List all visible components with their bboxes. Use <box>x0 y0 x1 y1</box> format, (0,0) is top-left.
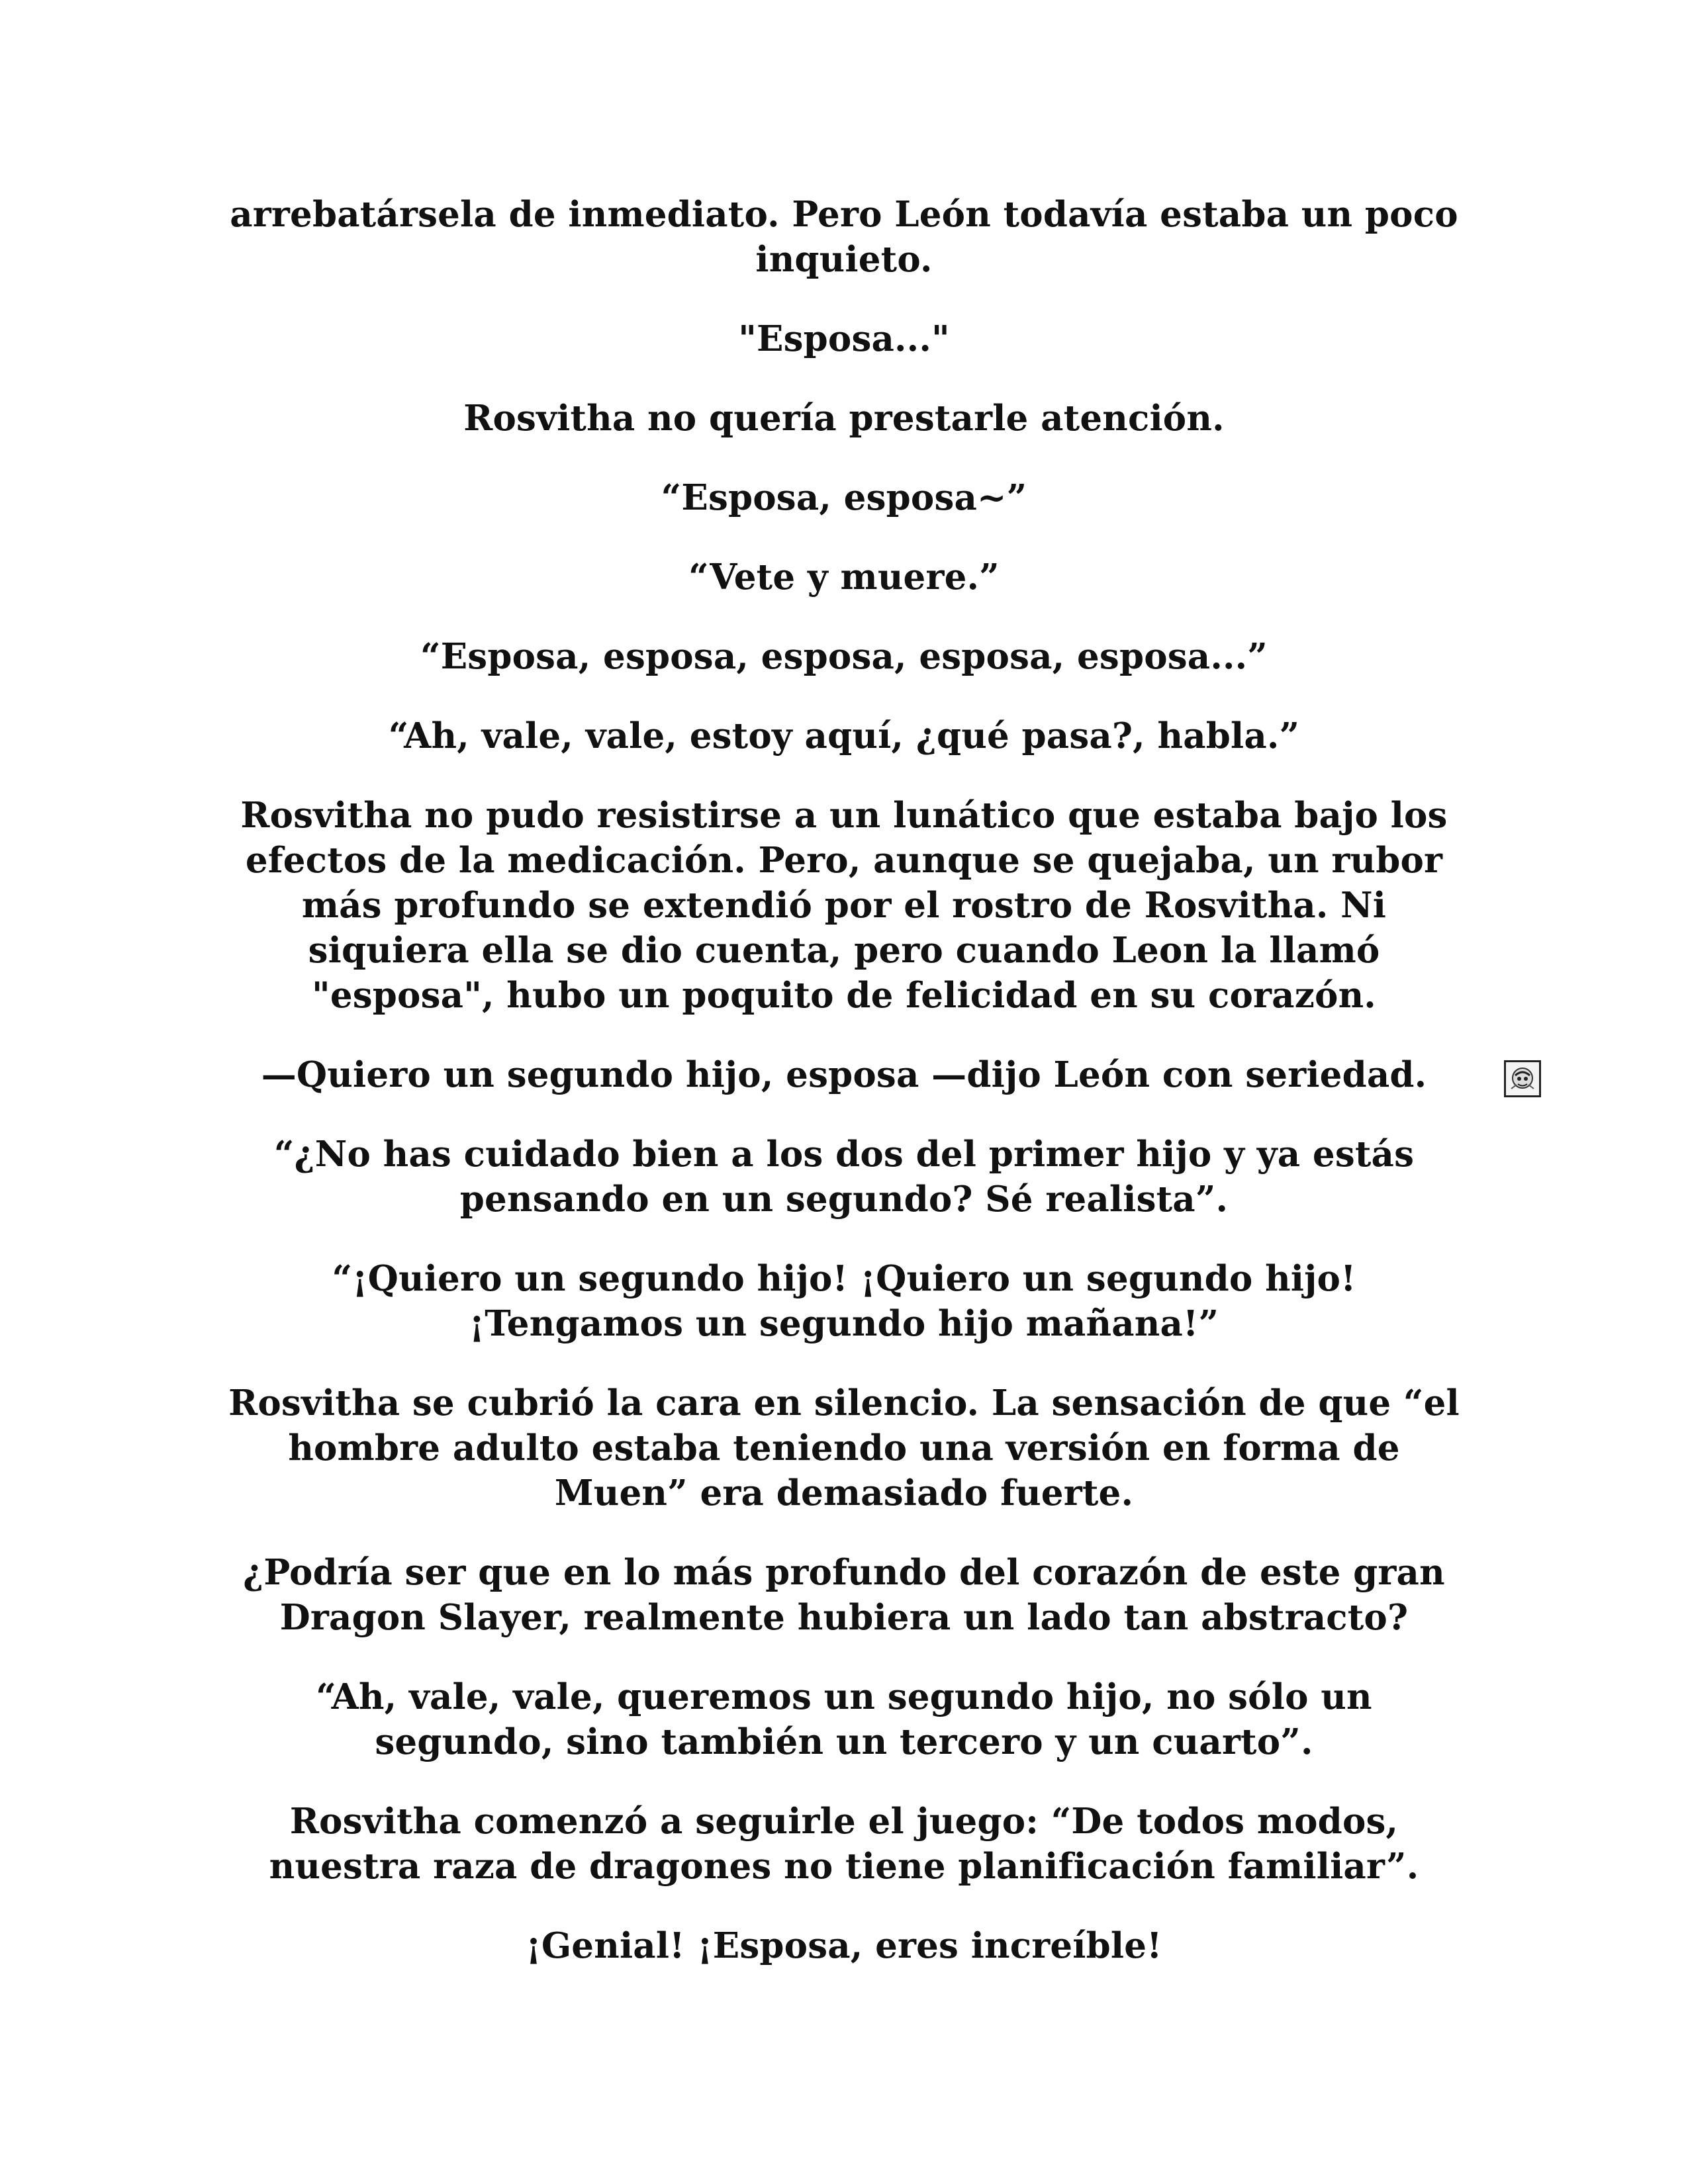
story-text <box>225 192 1463 2003</box>
paragraph: "Esposa..." <box>738 318 950 359</box>
paragraph: —Quiero un segundo hijo, esposa —dijo León con seriedad. <box>261 1054 1427 1095</box>
paragraph: “Esposa, esposa~” <box>661 477 1027 518</box>
paragraph: “Vete y muere.” <box>688 557 1000 598</box>
paragraph: “¿No has cuidado bien a los dos del primer hijo y ya estás pensando en un segundo? Sé realista”. <box>273 1134 1415 1220</box>
paragraph: “Ah, vale, vale, estoy aquí, ¿qué pasa?, habla.” <box>388 715 1300 756</box>
paragraph: Rosvitha no pudo resistirse a un lunático que estaba bajo los efectos de la medicación. Pero, aunque se quejaba, un rubor más profundo se extendió por el rostro de Rosvitha. Ni siquiera ella se dio cuenta, pero cuando Leon la llamó "esposa", hubo un poquito de felicidad en su corazón. <box>240 795 1448 1016</box>
paragraph: Rosvitha comenzó a seguirle el juego: “De todos modos, nuestra raza de dragones no tiene planificación familiar”. <box>269 1801 1419 1887</box>
paragraph: “Ah, vale, vale, queremos un segundo hijo, no sólo un segundo, sino también un tercero y un cuarto”. <box>316 1676 1372 1762</box>
paragraph: ¡Genial! ¡Esposa, eres increíble! <box>526 1925 1162 1966</box>
paragraph: ¿Podría ser que en lo más profundo del corazón de este gran Dragon Slayer, realmente hubiera un lado tan abstracto? <box>243 1552 1445 1638</box>
translator-bot-icon[interactable] <box>1504 1060 1541 1097</box>
paragraph: Rosvitha no quería prestarle atención. <box>463 398 1225 439</box>
paragraph: “Esposa, esposa, esposa, esposa, esposa...” <box>420 636 1268 677</box>
bot-glyph <box>1506 1062 1539 1095</box>
paragraph: “¡Quiero un segundo hijo! ¡Quiero un segundo hijo! ¡Tengamos un segundo hijo mañana!” <box>332 1258 1356 1344</box>
paragraph: arrebatársela de inmediato. Pero León todavía estaba un poco inquieto. <box>230 194 1458 280</box>
paragraph: Rosvitha se cubrió la cara en silencio. La sensación de que “el hombre adulto estaba teniendo una versión en forma de Muen” era demasiado fuerte. <box>228 1383 1460 1514</box>
